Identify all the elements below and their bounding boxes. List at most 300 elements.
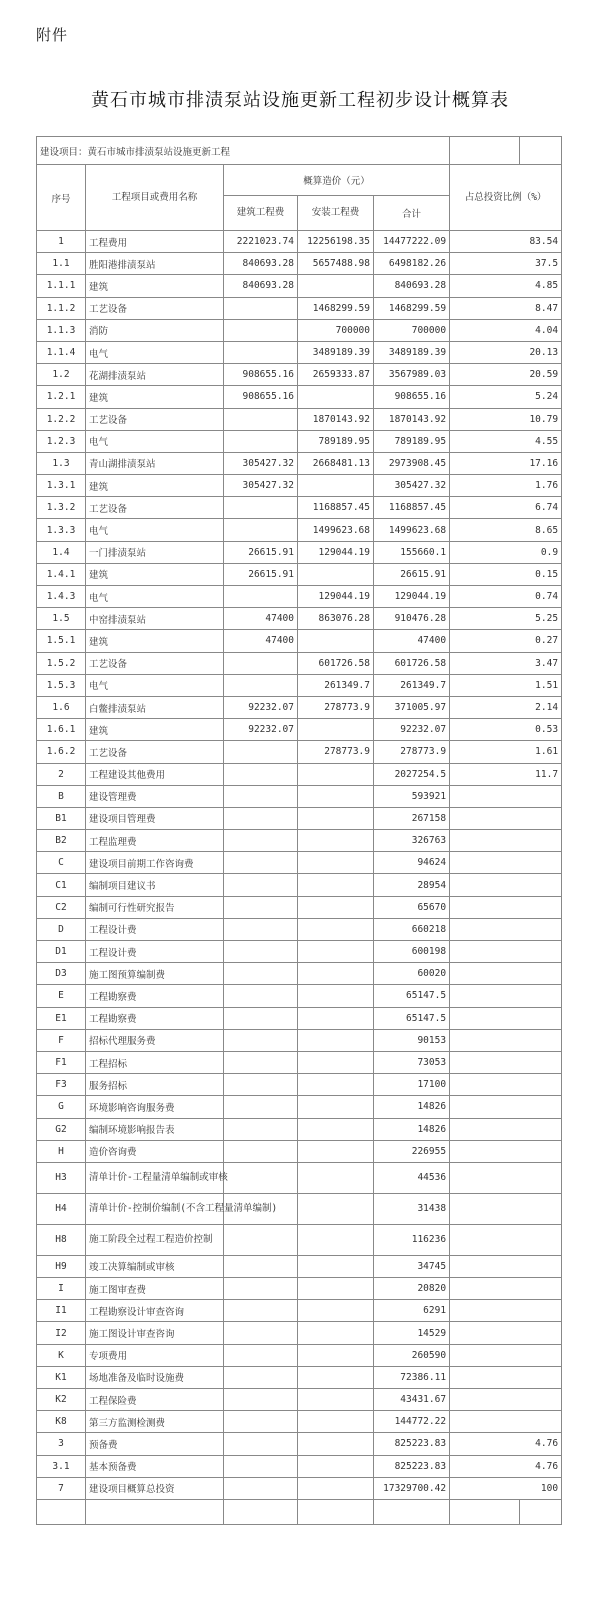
row-construction-fee: 26615.91: [224, 541, 298, 563]
row-install-fee: [298, 852, 374, 874]
row-construction-fee: [224, 1255, 298, 1277]
row-ratio: [450, 1344, 562, 1366]
row-install-fee: 278773.9: [298, 741, 374, 763]
table-row: [37, 896, 562, 918]
row-install-fee: 1870143.92: [298, 408, 374, 430]
row-total: 789189.95: [374, 430, 450, 452]
row-total: 72386.11: [374, 1366, 450, 1388]
row-total: 6498182.26: [374, 253, 450, 275]
table-row: [37, 1300, 562, 1322]
table-row: [37, 497, 562, 519]
row-ratio: 8.65: [450, 519, 562, 541]
row-item-name: 施工图预算编制费: [86, 963, 224, 985]
row-number: D: [37, 918, 86, 940]
row-install-fee: 1468299.59: [298, 297, 374, 319]
row-total: 73053: [374, 1051, 450, 1073]
row-install-fee: 278773.9: [298, 696, 374, 718]
empty-cell: [450, 1499, 520, 1524]
table-row: [37, 807, 562, 829]
row-ratio: 4.04: [450, 319, 562, 341]
row-number: 1.6: [37, 696, 86, 718]
table-row: [37, 1224, 562, 1255]
row-total: 14826: [374, 1118, 450, 1140]
row-ratio: 0.15: [450, 563, 562, 585]
row-number: H: [37, 1140, 86, 1162]
row-install-fee: 601726.58: [298, 652, 374, 674]
table-row: [37, 1477, 562, 1499]
row-number: 1.4.1: [37, 563, 86, 585]
table-row: [37, 941, 562, 963]
project-row: [37, 137, 562, 165]
row-install-fee: [298, 275, 374, 297]
row-ratio: [450, 985, 562, 1007]
row-total: 116236: [374, 1224, 450, 1255]
row-total: 47400: [374, 630, 450, 652]
table-row: [37, 1162, 562, 1193]
row-construction-fee: [224, 807, 298, 829]
table-row: [37, 1074, 562, 1096]
row-total: 1499623.68: [374, 519, 450, 541]
row-total: 2027254.5: [374, 763, 450, 785]
row-item-name: 建设项目概算总投资: [86, 1477, 224, 1499]
header-row: [37, 165, 562, 196]
row-number: 1.3: [37, 452, 86, 474]
row-install-fee: [298, 1162, 374, 1193]
row-construction-fee: 840693.28: [224, 253, 298, 275]
row-number: I1: [37, 1300, 86, 1322]
row-ratio: 4.76: [450, 1455, 562, 1477]
row-number: B2: [37, 830, 86, 852]
row-install-fee: [298, 1051, 374, 1073]
row-total: 267158: [374, 807, 450, 829]
row-install-fee: [298, 830, 374, 852]
table-row: [37, 785, 562, 807]
table-row: [37, 475, 562, 497]
row-item-name: 基本预备费: [86, 1455, 224, 1477]
table-row: [37, 1193, 562, 1224]
row-item-name: 花湖排渍泵站: [86, 364, 224, 386]
row-item-name: 工程勘察费: [86, 985, 224, 1007]
row-ratio: [450, 1224, 562, 1255]
row-total: 43431.67: [374, 1389, 450, 1411]
row-ratio: [450, 1162, 562, 1193]
row-install-fee: [298, 1029, 374, 1051]
header-install-fee: 安装工程费: [298, 196, 374, 231]
row-number: E1: [37, 1007, 86, 1029]
row-construction-fee: [224, 1029, 298, 1051]
table-row: [37, 519, 562, 541]
table-row: [37, 1140, 562, 1162]
project-label: 建设项目：黄石市城市排渍泵站设施更新工程: [37, 137, 450, 165]
row-construction-fee: [224, 1118, 298, 1140]
row-total: 20820: [374, 1278, 450, 1300]
empty-cell: [450, 137, 520, 165]
row-number: 1.1: [37, 253, 86, 275]
table-row: [37, 541, 562, 563]
table-row: [37, 1255, 562, 1277]
row-construction-fee: [224, 985, 298, 1007]
row-total: 261349.7: [374, 674, 450, 696]
row-total: 129044.19: [374, 586, 450, 608]
row-construction-fee: [224, 741, 298, 763]
row-install-fee: [298, 1096, 374, 1118]
row-install-fee: [298, 386, 374, 408]
row-install-fee: [298, 1366, 374, 1388]
row-ratio: [450, 918, 562, 940]
header-item-name: 工程项目或费用名称: [86, 165, 224, 231]
row-number: K8: [37, 1411, 86, 1433]
row-total: 92232.07: [374, 719, 450, 741]
row-number: H3: [37, 1162, 86, 1193]
row-total: 910476.28: [374, 608, 450, 630]
row-total: 840693.28: [374, 275, 450, 297]
row-ratio: 5.25: [450, 608, 562, 630]
row-install-fee: [298, 1389, 374, 1411]
table-row: [37, 1322, 562, 1344]
row-item-name: 施工图设计审查咨询: [86, 1322, 224, 1344]
row-number: 7: [37, 1477, 86, 1499]
row-item-name: 建设项目管理费: [86, 807, 224, 829]
table-row: [37, 1051, 562, 1073]
row-number: F1: [37, 1051, 86, 1073]
row-item-name: 电气: [86, 586, 224, 608]
row-item-name: 场地准备及临时设施费: [86, 1366, 224, 1388]
table-row: [37, 918, 562, 940]
row-ratio: 0.27: [450, 630, 562, 652]
row-ratio: [450, 896, 562, 918]
header-seq: 序号: [37, 165, 86, 231]
row-number: B1: [37, 807, 86, 829]
row-item-name: 建筑: [86, 275, 224, 297]
row-total: 65147.5: [374, 985, 450, 1007]
row-number: C1: [37, 874, 86, 896]
table-row: [37, 830, 562, 852]
header-cost-group: 概算造价（元）: [224, 165, 450, 196]
empty-cell: [86, 1499, 224, 1524]
row-ratio: 6.74: [450, 497, 562, 519]
row-construction-fee: 305427.32: [224, 452, 298, 474]
row-ratio: 100: [450, 1477, 562, 1499]
row-item-name: 工程保险费: [86, 1389, 224, 1411]
document-title: 黄石市城市排渍泵站设施更新工程初步设计概算表: [91, 90, 509, 111]
row-item-name: 建筑: [86, 563, 224, 585]
row-number: K: [37, 1344, 86, 1366]
row-item-name: 工艺设备: [86, 497, 224, 519]
row-total: 3489189.39: [374, 341, 450, 363]
row-install-fee: 789189.95: [298, 430, 374, 452]
row-construction-fee: [224, 319, 298, 341]
row-number: B: [37, 785, 86, 807]
table-row: [37, 563, 562, 585]
row-item-name: 造价咨询费: [86, 1140, 224, 1162]
row-total: 700000: [374, 319, 450, 341]
row-item-name: 一门排渍泵站: [86, 541, 224, 563]
row-total: 2973908.45: [374, 452, 450, 474]
row-number: 1.6.1: [37, 719, 86, 741]
row-construction-fee: [224, 785, 298, 807]
row-item-name: 预备费: [86, 1433, 224, 1455]
row-construction-fee: [224, 1455, 298, 1477]
row-number: F3: [37, 1074, 86, 1096]
row-install-fee: 129044.19: [298, 541, 374, 563]
row-construction-fee: 92232.07: [224, 719, 298, 741]
row-ratio: [450, 1051, 562, 1073]
row-number: 1.1.1: [37, 275, 86, 297]
row-ratio: 83.54: [450, 231, 562, 253]
row-install-fee: [298, 1477, 374, 1499]
row-item-name: 电气: [86, 430, 224, 452]
row-install-fee: [298, 874, 374, 896]
row-ratio: [450, 1366, 562, 1388]
row-total: 155660.1: [374, 541, 450, 563]
row-item-name: 编制可行性研究报告: [86, 896, 224, 918]
row-number: 1.5: [37, 608, 86, 630]
row-ratio: [450, 1096, 562, 1118]
row-ratio: [450, 1140, 562, 1162]
row-number: 1.1.3: [37, 319, 86, 341]
row-ratio: [450, 1007, 562, 1029]
row-construction-fee: [224, 1051, 298, 1073]
row-ratio: [450, 1322, 562, 1344]
row-total: 65147.5: [374, 1007, 450, 1029]
table-row: [37, 1389, 562, 1411]
row-construction-fee: [224, 1389, 298, 1411]
row-construction-fee: [224, 1322, 298, 1344]
row-item-name: 工程勘察费: [86, 1007, 224, 1029]
blank-row: [37, 1499, 562, 1524]
row-total: 908655.16: [374, 386, 450, 408]
row-total: 226955: [374, 1140, 450, 1162]
row-ratio: [450, 874, 562, 896]
row-ratio: [450, 1278, 562, 1300]
row-ratio: [450, 1389, 562, 1411]
empty-cell: [520, 137, 562, 165]
row-install-fee: [298, 1224, 374, 1255]
row-construction-fee: [224, 1300, 298, 1322]
row-construction-fee: [224, 1096, 298, 1118]
row-construction-fee: [224, 1366, 298, 1388]
table-row: [37, 696, 562, 718]
table-row: [37, 741, 562, 763]
table-row: [37, 874, 562, 896]
row-total: 825223.83: [374, 1455, 450, 1477]
row-install-fee: [298, 1278, 374, 1300]
row-number: 1.5.2: [37, 652, 86, 674]
row-construction-fee: 26615.91: [224, 563, 298, 585]
row-total: 278773.9: [374, 741, 450, 763]
row-construction-fee: 47400: [224, 608, 298, 630]
row-item-name: 建筑: [86, 630, 224, 652]
row-install-fee: [298, 763, 374, 785]
row-total: 26615.91: [374, 563, 450, 585]
row-install-fee: 3489189.39: [298, 341, 374, 363]
row-install-fee: [298, 630, 374, 652]
row-number: D1: [37, 941, 86, 963]
row-number: 3: [37, 1433, 86, 1455]
row-construction-fee: 2221023.74: [224, 231, 298, 253]
row-total: 17329700.42: [374, 1477, 450, 1499]
row-number: G: [37, 1096, 86, 1118]
row-construction-fee: 47400: [224, 630, 298, 652]
row-total: 601726.58: [374, 652, 450, 674]
table-row: [37, 1278, 562, 1300]
row-install-fee: [298, 918, 374, 940]
row-item-name: 建筑: [86, 475, 224, 497]
row-item-name: 工程监理费: [86, 830, 224, 852]
row-item-name: 电气: [86, 519, 224, 541]
table-row: [37, 1007, 562, 1029]
empty-cell: [298, 1499, 374, 1524]
row-number: 2: [37, 763, 86, 785]
row-ratio: 3.47: [450, 652, 562, 674]
table-row: [37, 652, 562, 674]
row-construction-fee: 92232.07: [224, 696, 298, 718]
row-item-name: 竣工决算编制或审核: [86, 1255, 224, 1277]
row-item-name: 编制项目建议书: [86, 874, 224, 896]
attachment-label: 附件: [36, 26, 69, 44]
row-construction-fee: [224, 497, 298, 519]
row-construction-fee: [224, 1411, 298, 1433]
row-ratio: [450, 1074, 562, 1096]
row-install-fee: 2659333.87: [298, 364, 374, 386]
row-item-name: 施工阶段全过程工程造价控制: [86, 1224, 224, 1255]
row-number: F: [37, 1029, 86, 1051]
table-row: [37, 852, 562, 874]
table-row: [37, 1411, 562, 1433]
table-row: [37, 719, 562, 741]
row-construction-fee: [224, 1224, 298, 1255]
table-row: [37, 586, 562, 608]
row-ratio: 20.59: [450, 364, 562, 386]
row-ratio: [450, 830, 562, 852]
row-item-name: 工程建设其他费用: [86, 763, 224, 785]
row-item-name: 胜阳港排渍泵站: [86, 253, 224, 275]
row-total: 14826: [374, 1096, 450, 1118]
row-item-name: 建设项目前期工作咨询费: [86, 852, 224, 874]
row-number: H8: [37, 1224, 86, 1255]
row-install-fee: [298, 1322, 374, 1344]
row-construction-fee: [224, 918, 298, 940]
row-total: 326763: [374, 830, 450, 852]
row-number: I2: [37, 1322, 86, 1344]
row-ratio: [450, 1193, 562, 1224]
empty-cell: [224, 1499, 298, 1524]
row-ratio: 5.24: [450, 386, 562, 408]
row-install-fee: 863076.28: [298, 608, 374, 630]
table-row: [37, 1118, 562, 1140]
row-item-name: 第三方监测检测费: [86, 1411, 224, 1433]
row-ratio: 10.79: [450, 408, 562, 430]
table-row: [37, 985, 562, 1007]
header-total: 合计: [374, 196, 450, 231]
header-construction-fee: 建筑工程费: [224, 196, 298, 231]
row-number: 1.4.3: [37, 586, 86, 608]
row-ratio: 17.16: [450, 452, 562, 474]
row-number: H9: [37, 1255, 86, 1277]
row-ratio: [450, 963, 562, 985]
row-item-name: 工艺设备: [86, 652, 224, 674]
row-install-fee: [298, 1255, 374, 1277]
row-construction-fee: [224, 674, 298, 696]
row-construction-fee: [224, 1140, 298, 1162]
row-construction-fee: [224, 941, 298, 963]
row-item-name: 编制环境影响报告表: [86, 1118, 224, 1140]
row-ratio: 1.76: [450, 475, 562, 497]
row-construction-fee: [224, 297, 298, 319]
row-item-name: 工程招标: [86, 1051, 224, 1073]
row-construction-fee: [224, 586, 298, 608]
table-row: [37, 253, 562, 275]
row-number: 1.5.3: [37, 674, 86, 696]
row-total: 144772.22: [374, 1411, 450, 1433]
row-install-fee: [298, 985, 374, 1007]
row-total: 305427.32: [374, 475, 450, 497]
row-item-name: 青山湖排渍泵站: [86, 452, 224, 474]
row-construction-fee: [224, 341, 298, 363]
row-total: 17100: [374, 1074, 450, 1096]
empty-cell: [374, 1499, 450, 1524]
row-install-fee: 1499623.68: [298, 519, 374, 541]
row-ratio: 37.5: [450, 253, 562, 275]
row-construction-fee: [224, 408, 298, 430]
table-row: [37, 430, 562, 452]
row-ratio: [450, 1255, 562, 1277]
row-item-name: 工艺设备: [86, 741, 224, 763]
row-item-name: 白鳖排渍泵站: [86, 696, 224, 718]
row-number: 1.3.3: [37, 519, 86, 541]
row-number: K2: [37, 1389, 86, 1411]
row-item-name: 建筑: [86, 719, 224, 741]
row-number: 1.2.3: [37, 430, 86, 452]
table-row: [37, 763, 562, 785]
row-construction-fee: [224, 1162, 298, 1193]
row-install-fee: 12256198.35: [298, 231, 374, 253]
row-ratio: [450, 941, 562, 963]
row-ratio: [450, 807, 562, 829]
row-total: 28954: [374, 874, 450, 896]
row-total: 825223.83: [374, 1433, 450, 1455]
row-construction-fee: 840693.28: [224, 275, 298, 297]
row-install-fee: [298, 1300, 374, 1322]
row-total: 600198: [374, 941, 450, 963]
row-install-fee: [298, 1140, 374, 1162]
row-install-fee: 129044.19: [298, 586, 374, 608]
row-item-name: 专项费用: [86, 1344, 224, 1366]
row-number: C2: [37, 896, 86, 918]
row-install-fee: [298, 1433, 374, 1455]
table-row: [37, 1433, 562, 1455]
row-construction-fee: [224, 763, 298, 785]
row-install-fee: 2668481.13: [298, 452, 374, 474]
row-construction-fee: [224, 1344, 298, 1366]
row-construction-fee: [224, 430, 298, 452]
row-number: H4: [37, 1193, 86, 1224]
row-install-fee: 5657488.98: [298, 253, 374, 275]
row-item-name: 工程设计费: [86, 918, 224, 940]
table-row: [37, 1455, 562, 1477]
row-total: 260590: [374, 1344, 450, 1366]
row-install-fee: 261349.7: [298, 674, 374, 696]
row-number: 1.3.2: [37, 497, 86, 519]
row-ratio: 4.85: [450, 275, 562, 297]
row-construction-fee: [224, 652, 298, 674]
row-item-name: 电气: [86, 341, 224, 363]
table-row: [37, 275, 562, 297]
table-row: [37, 608, 562, 630]
row-install-fee: [298, 896, 374, 918]
row-item-name: 建设管理费: [86, 785, 224, 807]
row-ratio: [450, 1411, 562, 1433]
